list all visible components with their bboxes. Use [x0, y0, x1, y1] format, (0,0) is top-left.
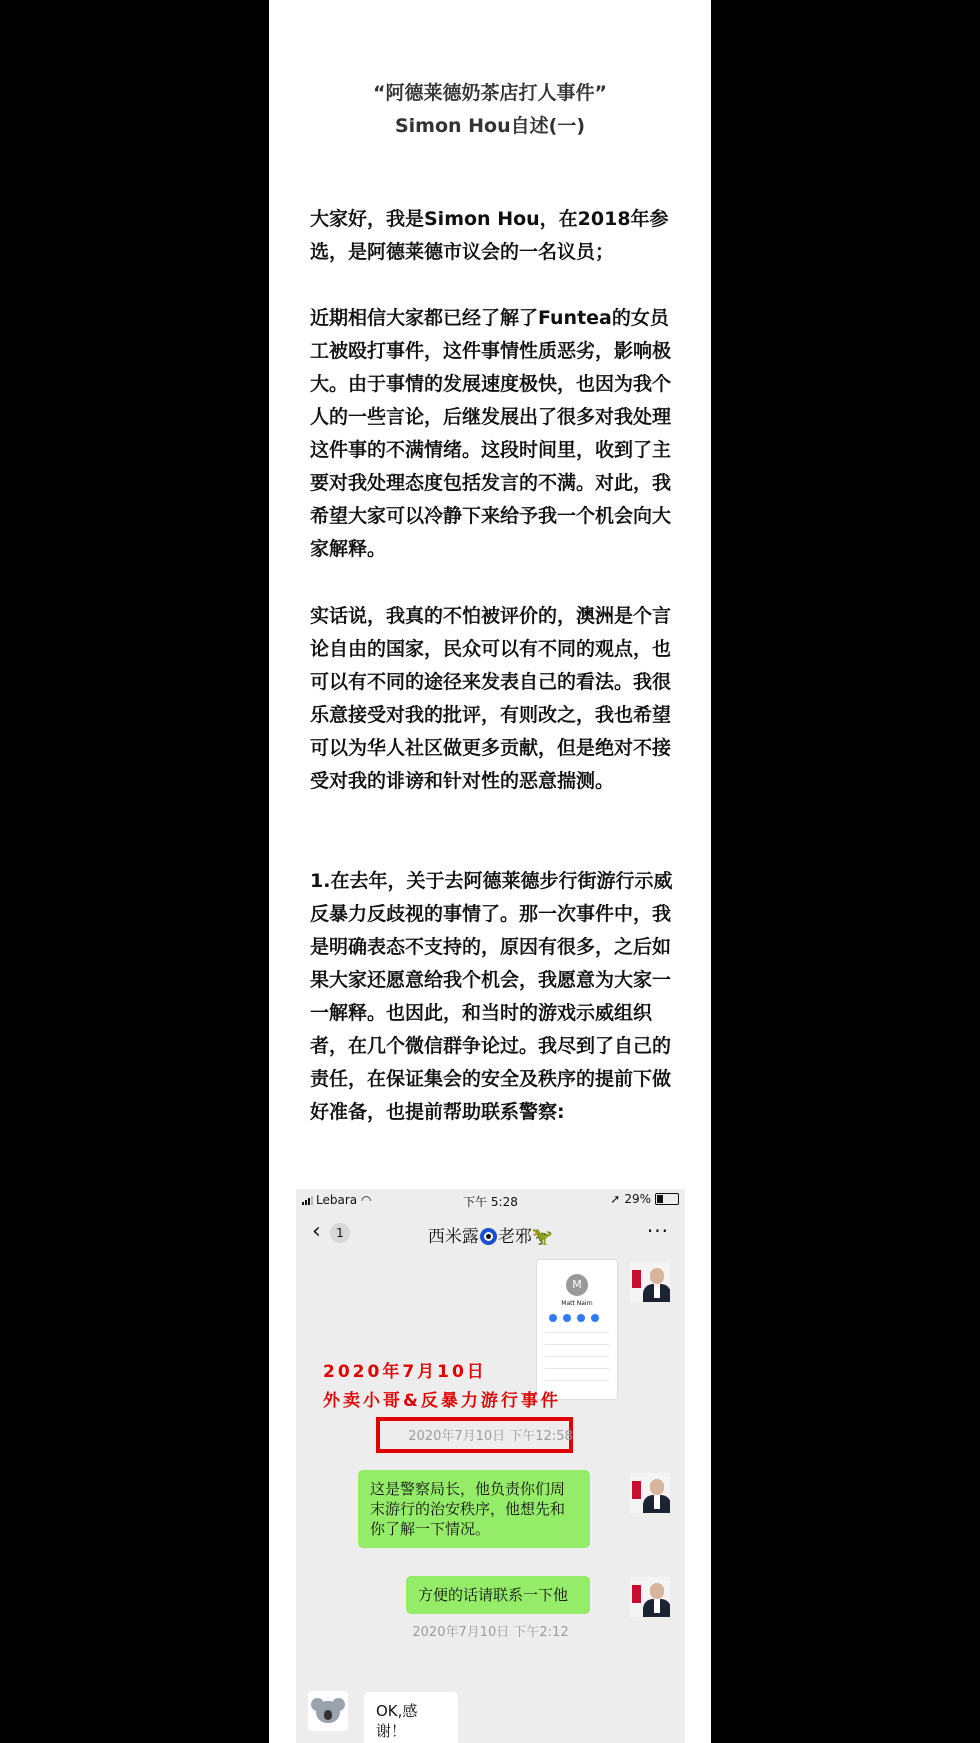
battery-percent: 29%: [624, 1192, 651, 1206]
status-bar: [296, 1189, 685, 1211]
wechat-screenshot: [296, 1189, 685, 1743]
contact-action-icons: [549, 1314, 599, 1322]
status-time: 下午 5:28: [463, 1195, 518, 1209]
chat-title-right: 老邪🦖: [497, 1227, 554, 1247]
status-right: [610, 1192, 679, 1206]
paragraph-intro: 大家好，我是Simon Hou，在2018年参选，是阿德莱德市议会的一名议员；: [310, 208, 669, 263]
message-timestamp: 2020年7月10日 下午12:58: [408, 1429, 573, 1444]
avatar-sender[interactable]: [630, 1473, 670, 1513]
contact-name: Matt Nairn: [561, 1300, 593, 1307]
avatar-sender[interactable]: [630, 1577, 670, 1617]
article-title: “阿德莱德奶茶店打人事件”: [373, 82, 607, 104]
message-timestamp: 2020年7月10日 下午2:12: [412, 1625, 569, 1640]
avatar-sender[interactable]: [630, 1262, 670, 1302]
chat-title-left: 西米露: [427, 1227, 479, 1247]
annotation-event: 外卖小哥&反暴力游行事件: [323, 1391, 561, 1411]
location-icon: ➚: [610, 1192, 621, 1206]
paragraph-free-speech: 实话说，我真的不怕被评价的，澳洲是个言论自由的国家，民众可以有不同的观点，也可以有不同的途径来发表自己的看法。我很乐意接受对我的批评，有则改之，我也希望可以为华人社区做更多贡献，但是绝对不接受对我的诽谤和针对性的恶意揣测。: [310, 605, 672, 792]
message-bubble-outgoing[interactable]: 这是警察局长，他负责你们周末游行的治安秩序，他想先和你了解一下情况。: [358, 1470, 590, 1548]
paragraph-background: 近期相信大家都已经了解了Funtea的女员工被殴打事件，这件事情性质恶劣，影响极大。由于事情的发展速度极快，也因为我个人的一些言论，后继发展出了很多对我处理这件事的不满情绪。这段时间里，收到了主要对我处理态度包括发言的不满。对此，我希望大家可以冷静下来给予我一个机会向大家解释。: [310, 307, 672, 560]
wifi-icon: ◠: [360, 1193, 372, 1207]
message-bubble-outgoing[interactable]: 方便的话请联系一下他: [406, 1576, 590, 1614]
red-annotation: [323, 1358, 561, 1416]
battery-icon: [655, 1193, 679, 1205]
chat-navbar: [296, 1213, 685, 1253]
annotation-date: 2020年7月10日: [323, 1362, 487, 1382]
evil-eye-icon: [480, 1228, 497, 1245]
message-bubble-incoming[interactable]: OK,感谢！: [364, 1692, 458, 1743]
unread-badge[interactable]: 1: [330, 1223, 350, 1243]
article-page: [269, 0, 711, 1743]
more-options-icon[interactable]: ···: [646, 1219, 669, 1243]
carrier-label: Lebara: [316, 1193, 358, 1207]
paragraph-point-1: 1.在去年，关于去阿德莱德步行街游行示威反暴力反歧视的事情了。那一次事件中，我是明确表态不支持的，原因有很多，之后如果大家还愿意给我个机会，我愿意为大家一一解释。也因此，和当时的游戏示威组织者，在几个微信群争论过。我尽到了自己的责任，在保证集会的安全及秩序的提前下做好准备，也提前帮助联系警察:: [310, 870, 673, 1123]
koala-avatar[interactable]: [308, 1691, 348, 1731]
article-subtitle: Simon Hou自述(一): [394, 115, 586, 137]
contact-avatar-initial: M: [566, 1274, 588, 1296]
chat-title: [296, 1219, 685, 1247]
back-chevron-icon[interactable]: ‹: [312, 1219, 321, 1244]
